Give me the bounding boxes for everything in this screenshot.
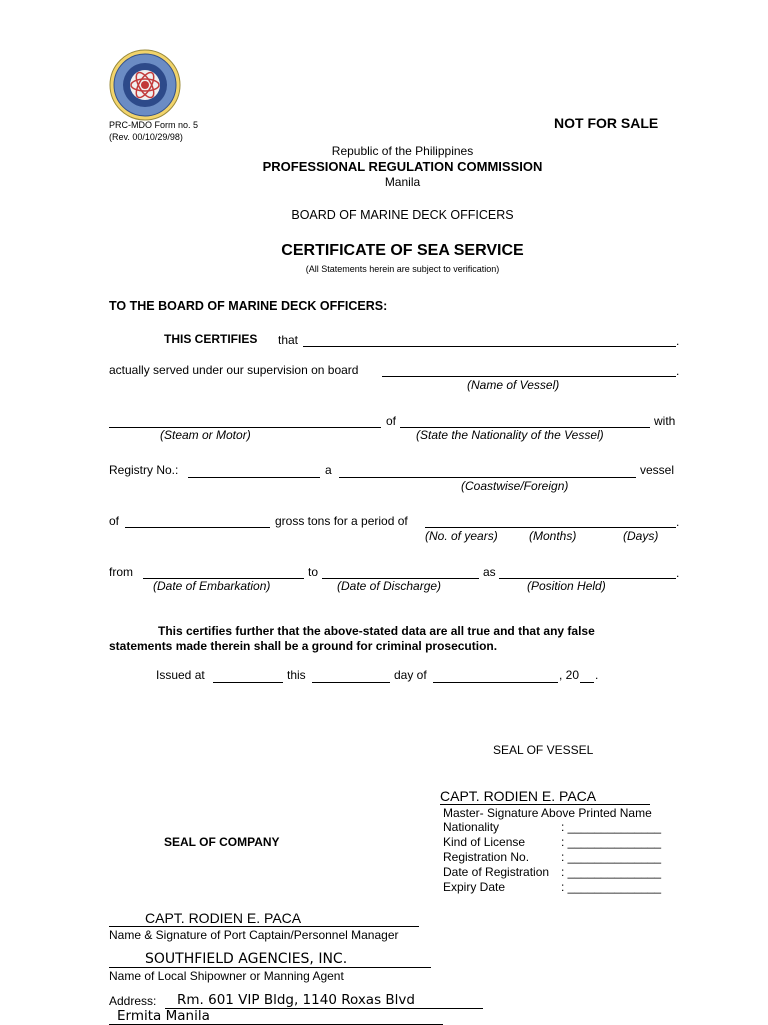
master-signature[interactable] <box>440 788 650 805</box>
commission-name: PROFESSIONAL REGULATION COMMISSION <box>262 159 543 174</box>
further-statement-1: This certifies further that the above-stated data are all true and that any false <box>158 624 595 638</box>
master-name: CAPT. RODIEN E. PACA <box>440 788 650 805</box>
address-line1: Rm. 601 VIP Bldg, 1140 Roxas Blvd <box>165 992 483 1009</box>
master-field-label: Nationality <box>443 820 500 834</box>
registry-no-line[interactable] <box>188 477 320 478</box>
seal-of-company-label: SEAL OF COMPANY <box>164 835 280 849</box>
vessel-name-caption: (Name of Vessel) <box>467 378 560 392</box>
certificate-subtitle: (All Statements herein are subject to verification) <box>305 264 500 274</box>
period-line[interactable] <box>425 527 676 528</box>
issued-year-line[interactable] <box>580 682 594 683</box>
this-certifies-label: THIS CERTIFIES <box>164 332 258 346</box>
years-caption: (No. of years) <box>425 529 498 543</box>
address-line1-field[interactable] <box>165 992 483 1009</box>
year-label: , 20 <box>559 668 580 682</box>
gross-tons-label: gross tons for a period of <box>275 514 408 528</box>
republic-text: Republic of the Philippines <box>331 144 474 158</box>
as-label: as <box>483 565 496 579</box>
prc-seal-logo <box>109 49 181 121</box>
shipowner-caption: Name of Local Shipowner or Manning Agent <box>109 969 344 983</box>
further-statement-2: statements made therein shall be a ground for criminal prosecution. <box>109 639 498 653</box>
that-label: that <box>278 333 299 347</box>
vessel-name-line[interactable] <box>382 376 676 377</box>
shipowner-name: SOUTHFIELD AGENCIES, INC. <box>109 951 431 968</box>
embarkation-caption: (Date of Embarkation) <box>153 579 271 593</box>
shipowner-field[interactable] <box>109 951 431 968</box>
not-for-sale-label: NOT FOR SALE <box>554 115 659 131</box>
nationality-field[interactable]: : ______________ <box>561 820 662 834</box>
kind-of-license-field[interactable]: : ______________ <box>561 835 662 849</box>
days-caption: (Days) <box>623 529 659 543</box>
registration-no-field[interactable]: : ______________ <box>561 850 662 864</box>
port-captain-signature[interactable] <box>109 910 419 927</box>
vessel-nationality-caption: (State the Nationality of the Vessel) <box>416 428 604 442</box>
master-field-label: Kind of License <box>443 835 526 849</box>
gross-tons-line[interactable] <box>125 527 270 528</box>
city-text: Manila <box>384 175 421 189</box>
this-label: this <box>287 668 306 682</box>
address-to: TO THE BOARD OF MARINE DECK OFFICERS: <box>109 299 388 313</box>
address-line2: Ermita Manila <box>109 1008 443 1025</box>
year-period: . <box>595 668 599 682</box>
to-label: to <box>308 565 319 579</box>
from-label: from <box>109 565 133 579</box>
registry-no-label: Registry No.: <box>109 463 179 477</box>
master-field-label: Date of Registration <box>443 865 550 879</box>
position-held-caption: (Position Held) <box>527 579 606 593</box>
coastwise-foreign-caption: (Coastwise/Foreign) <box>461 479 569 493</box>
master-field-label: Registration No. <box>443 850 530 864</box>
vessel-label: vessel <box>640 463 675 477</box>
address-line2-field[interactable] <box>109 1008 443 1025</box>
certificate-title: CERTIFICATE OF SEA SERVICE <box>281 242 524 259</box>
issued-at-label: Issued at <box>156 668 205 682</box>
port-captain-caption: Name & Signature of Port Captain/Personnel Manager <box>109 928 399 942</box>
form-number: PRC-MDO Form no. 5 <box>109 120 199 130</box>
months-caption: (Months) <box>529 529 577 543</box>
form-revision: (Rev. 00/10/29/98) <box>109 132 183 142</box>
issued-at-line[interactable] <box>213 682 283 683</box>
coastwise-foreign-line[interactable] <box>339 477 636 478</box>
served-under-text: actually served under our supervision on board <box>109 363 359 377</box>
issued-month-line[interactable] <box>433 682 558 683</box>
with-label: with <box>654 414 676 428</box>
master-caption: Master- Signature Above Printed Name <box>443 806 652 820</box>
seal-of-vessel-label: SEAL OF VESSEL <box>493 743 594 757</box>
date-of-registration-field[interactable]: : ______________ <box>561 865 662 879</box>
master-field-label: Expiry Date <box>443 880 506 894</box>
a-label: a <box>325 463 332 477</box>
port-captain-name: CAPT. RODIEN E. PACA <box>109 910 419 927</box>
of-gross-label: of <box>109 514 120 528</box>
steam-motor-caption: (Steam or Motor) <box>160 428 251 442</box>
expiry-date-field[interactable]: : ______________ <box>561 880 662 894</box>
of-label: of <box>386 414 397 428</box>
certified-name-line[interactable] <box>303 346 676 347</box>
address-label: Address: <box>109 994 157 1008</box>
board-name: BOARD OF MARINE DECK OFFICERS <box>291 208 514 222</box>
issued-day-line[interactable] <box>312 682 390 683</box>
discharge-caption: (Date of Discharge) <box>337 579 442 593</box>
day-of-label: day of <box>394 668 427 682</box>
